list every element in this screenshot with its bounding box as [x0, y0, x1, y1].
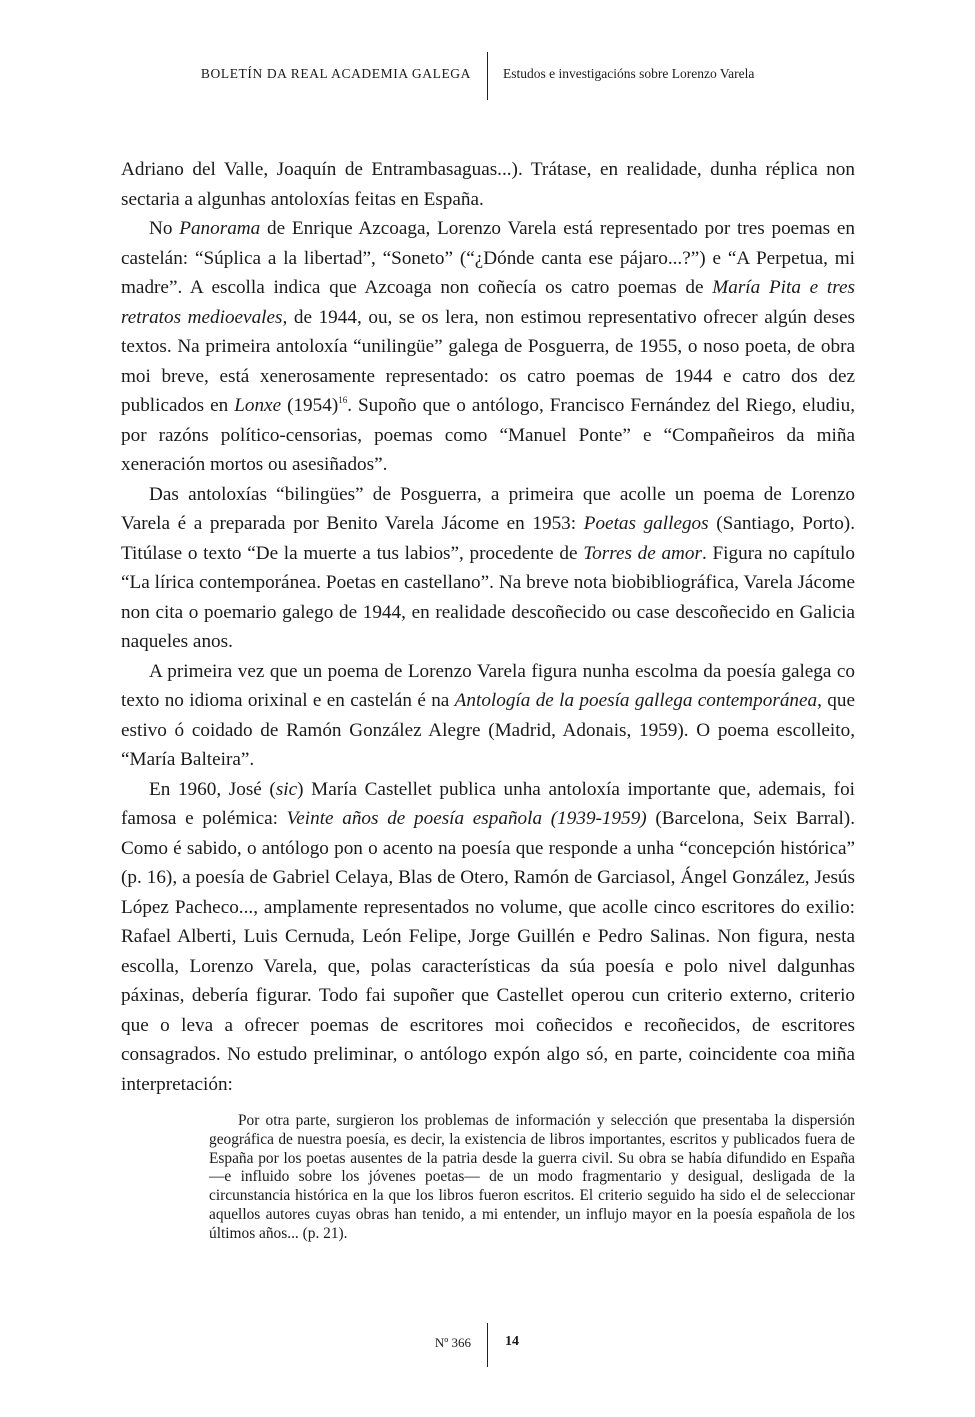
- footer-divider: [487, 1323, 488, 1367]
- block-quote: [209, 1112, 855, 1244]
- footnote-reference[interactable]: 16: [338, 395, 348, 405]
- paragraph: Adriano del Valle, Joaquín de Entrambasaguas...). Trátase, en realidade, dunha réplica non sectaria a algunhas antoloxías feitas en España.: [121, 159, 855, 210]
- section-title: Estudos e investigacións sobre Lorenzo Varela: [503, 66, 755, 81]
- italic-title: María Pita e tres retratos medioevales: [121, 277, 855, 328]
- italic-title: Poetas gallegos: [583, 513, 709, 534]
- journal-title: BOLETÍN DA REAL ACADEMIA GALEGA: [200, 66, 471, 81]
- quote-text: Por otra parte, surgieron los problemas de información y selección que presentaba la dispersión geográfica de nuestra poesía, es decir, la existencia de libros importantes, escritos y publicados fuera de España por los poetas ausentes de la patria desde la guerra civil. Su obra se había difundido en España —e influido sobre los jóvenes poetas— de un modo fragmentario y desigual, desligada de la circunstancia histórica en la que los libros fueron escritos. El criterio seguido ha sido el de seleccionar aquellos autores cuyas obras han tenido, a mi entender, un influjo mayor en la poesía española de los últimos años... (p. 21).: [209, 1112, 855, 1242]
- page-number: 14: [505, 1334, 519, 1349]
- paragraph: A primeira vez que un poema de Lorenzo Varela figura nunha escolma da poesía galega co texto no idioma orixinal e en castelán é na Antología de la poesía gallega contemporánea, que estivo ó coidado de Ramón González Alegre (Madrid, Adonais, 1959). O poema escolleito, “María Balteira”.: [121, 660, 855, 770]
- italic-title: Panorama: [179, 218, 261, 239]
- paragraph: No Panorama de Enrique Azcoaga, Lorenzo Varela está representado por tres poemas en castelán: “Súplica a la libertad”, “Soneto” (“¿Dónde canta ese pájaro...?”) e “A Perpetua, mi madre”. A escolla indica que Azcoaga non coñecía os catro poemas de María Pita e tres retratos medioevales, de 1944, ou, se os lera, non estimou representativo ofrecer algún deses textos. Na primeira antoloxía “unilingüe” galega de Posguerra, de 1955, o noso poeta, de obra moi breve, está xenerosamente representado: os catro poemas de 1944 e catro dos dez publicados en Lonxe $(1954)^{16}$. Supoño que o antólogo, Francisco Fernández del Riego, eludiu, por razóns político-censorias, poemas como “Manuel Ponte” e “Compañeiros da miña xeneración mortos ou asesiñados”.: [121, 218, 855, 475]
- running-footer: [0, 1323, 975, 1367]
- paragraph: Das antoloxías “bilingües” de Posguerra, a primeira que acolle un poema de Lorenzo Varela é a preparada por Benito Varela Jácome en 1953: Poetas gallegos (Santiago, Porto). Titúlase o texto “De la muerte a tus labios”, procedente de Torres de amor. Figura no capítulo “La lírica contemporánea. Poetas en castellano”. Na breve nota biobibliográfica, Varela Jácome non cita o poemario galego de 1944, en realidade descoñecido ou case descoñecido en Galicia naqueles anos.: [121, 483, 855, 652]
- running-header: [0, 52, 975, 100]
- italic-term: sic: [275, 778, 298, 800]
- italic-title: Torres de amor: [583, 542, 702, 564]
- italic-title: Lonxe: [234, 395, 282, 416]
- italic-title: Antología de la poesía gallega contemporánea: [454, 690, 818, 711]
- issue-number: Nº 366: [434, 1335, 471, 1350]
- header-divider: [487, 52, 488, 100]
- italic-title: Veinte años de poesía española (1939-1959): [286, 808, 647, 829]
- paragraph: En 1960, José (sic) María Castellet publica unha antoloxía importante que, ademais, foi famosa e polémica: Veinte años de poesía española (1939-1959) (Barcelona, Seix Barral). Como é sabido, o antólogo pon o acento na poesía que responde a unha “concepción histórica” (p. 16), a poesía de Gabriel Celaya, Blas de Otero, Ramón de Garciasol, Ángel González, Jesús López Pacheco..., amplamente representados no volume, que acolle cinco escritores do exilio: Rafael Alberti, Luis Cernuda, León Felipe, Jorge Guillén e Pedro Salinas. Non figura, nesta escolla, Lorenzo Varela, que, polas características da súa poesía e polo nivel dalgunhas páxinas, debería figurar. Todo fai supoñer que Castellet operou cun criterio externo, criterio que o leva a ofrecer poemas de escritores moi coñecidos e recoñecidos, de escritores consagrados. No estudo preliminar, o antólogo expón algo só, en parte, coincidente coa miña interpretación:: [121, 778, 855, 1095]
- body-text: [121, 155, 855, 1099]
